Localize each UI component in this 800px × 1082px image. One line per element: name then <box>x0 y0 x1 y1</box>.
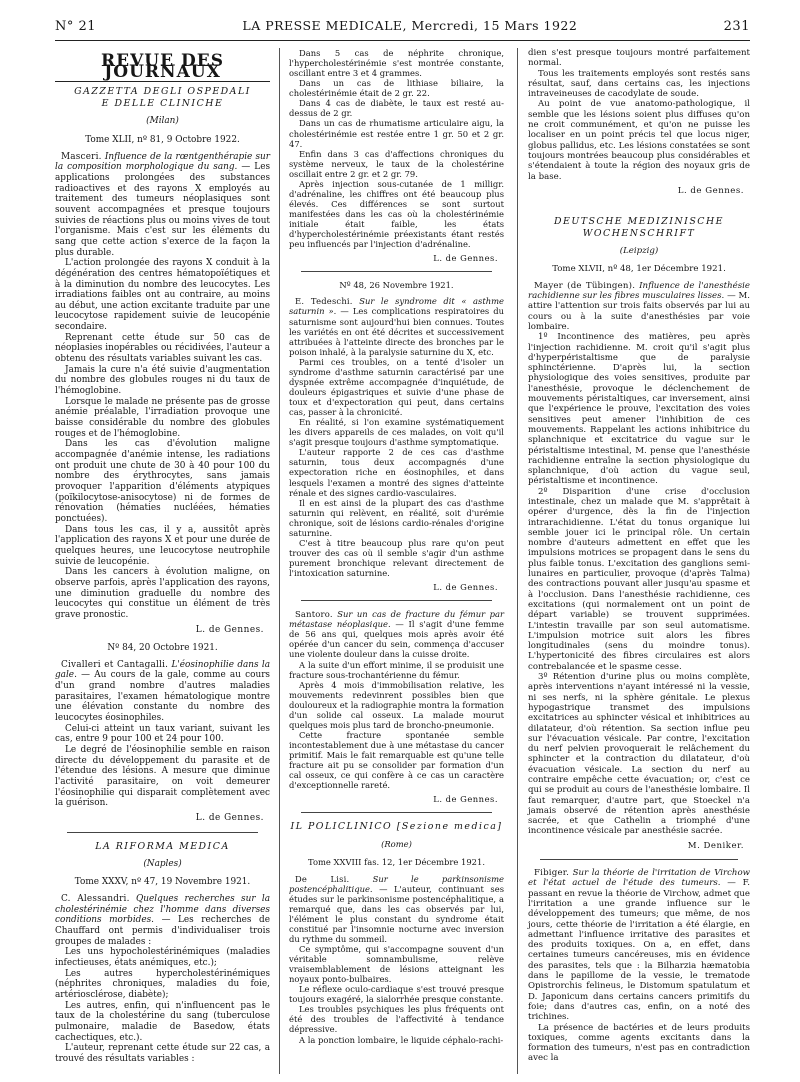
article-paragraph: Dans tous les cas, il y a, aussitôt après l'application des rayons X et pour une durée de quelques heures, une leucocytose neutrophile suivie de leucopénie. <box>55 524 270 567</box>
article-lead <box>55 894 270 947</box>
article-paragraph: Jamais la cure n'a été suivie d'augmentation du nombre des globules rouges ni du taux de l'hémoglobine. <box>55 364 270 397</box>
article-paragraph: 2º Disparition d'une crise d'occlusion intestinale, chez un malade que M. s'apprêtait à opérer d'urgence, dès la fin de l'injection intrarachidienne. L'état du tonus organique lui semble jouer ici le principal rôle. Un certain nombre d'auteurs admettent en effet que les impulsions motrices se propagent dans le sens du plus faible tonus. L'excitation des ganglions semi-lunaires en particulier, provoque (d'après Talma) des contractions pouvant aller jusqu'au spasme et à l'occlusion. Dans l'anesthésie rachidienne, ces excitations (qui normalement ont un point de départ variable) se trouvent supprimées. L'intestin travaille par son seul automatisme. L'impulsion motrice suit alors les fibres longitudinales (sens du moindre tonus). L'hypertonicité des fibres circulaires est alors contrebalancée et le spasme cesse. <box>528 486 750 672</box>
article-paragraph: Dans 5 cas de néphrite chronique, l'hypercholestérinémie s'est montrée constante, oscillant entre 3 et 4 grammes. <box>289 48 504 79</box>
column-2 <box>289 48 504 1049</box>
article-paragraph: A la ponction lombaire, le liquide céphalo-rachi- <box>299 1034 504 1045</box>
article-paragraph: L'auteur rapporte 2 de ces cas d'asthme saturnin, tous deux accompagnés d'une expectoration riche en éosinophiles, et dans lesquels l'examen a montré des signes d'atteinte rénale et des signes cardio-vasculaires. <box>289 447 504 498</box>
article-paragraph: Les troubles psychiques les plus fréquents ont été des troubles de l'affectivité à tendance dépressive. <box>289 1004 504 1035</box>
article-title: Sur le syndrome dit « asthme saturnin ». <box>289 296 504 317</box>
article-lead <box>55 152 270 259</box>
issue-line: Nº 84, 20 Octobre 1921. <box>107 643 218 654</box>
article-lead <box>55 660 270 724</box>
article-signature: L. de Gennes. <box>195 813 264 823</box>
article-author: C. Alessandri. <box>61 893 130 904</box>
journal-name-line: WOCHENSCHRIFT <box>582 228 696 240</box>
article-signature: L. de Gennes. <box>433 794 498 805</box>
article-paragraph: Reprenant cette étude sur 50 cas de néoplasies inopérables ou récidivées, l'auteur a obtenu des résultats variables suivant les cas. <box>55 332 270 365</box>
article-paragraph: Les autres hypercholestérinémiques (néphrites chroniques, maladies du foie, artériosclérose, diabète); <box>55 968 270 1000</box>
article-text: — Au cours de la gale, comme au cours d'un grand nombre d'autres maladies parasitaires, l'examen hématologique montre une élévation constante du nombre des leucocytes éosinophiles. <box>55 670 270 724</box>
article-title: Sur la théorie de l'irritation de Virchow et l'état actuel de l'étude des tumeurs. <box>528 868 751 889</box>
article-paragraph: Celui-ci atteint un taux variant, suivant les cas, entre 9 pour 100 et 24 pour 100. <box>55 723 270 745</box>
article-paragraph: Tous les traitements employés sont restés sans résultat, sauf, dans certains cas, les injections intraveineuses de cacodylate de soude. <box>528 68 750 100</box>
journal-city: (Naples) <box>143 858 182 869</box>
article-paragraph: La présence de bactéries et de leurs produits toxiques, comme agents excitants dans la formation des tumeurs, n'est pas en contradiction avec la <box>528 1022 750 1064</box>
article-paragraph: Après injection sous-cutanée de 1 milligr. d'adrénaline, les chiffres ont été beaucoup plus élevés. Ces différences se sont surtout manifestées dans les cas où la cholestérinémie initiale était faible, les états d'hypercholestérinémie préexistants étant restés peu influencés par l'injection d'adrénaline. <box>289 178 504 250</box>
article <box>528 281 750 851</box>
article-lead <box>528 868 750 1022</box>
article-author: De Lisi. <box>295 873 350 884</box>
article-text: — F. passant en revue la théorie de Virchow, admet que l'irritation a une grande influence sur le développement des tumeurs; que même, de nos jours, cette théorie de l'irritation a été élargie, en admettant l'influence irritative des parasites et des produits toxiques. On a, en effet, dans certaines tumeurs cancéreuses, mis en évidence des parasites, tels que : la Bilharzia hæmatobia dans le papillome de la vessie, le trematode Opistrorchis felineus, le Distomum spatulatum et D. Japonicum dans certains cancers primitifs du foie; dans d'autres cas, enfin, on a noté des trichines. <box>528 878 751 1023</box>
journal-city: (Rome) <box>381 839 412 850</box>
article-paragraph: Dans les cas d'évolution maligne accompagnée d'anémie intense, les radiations ont produit une chute de 30 à 40 pour 100 du nombre des érythrocytes, sans jamais provoquer l'apparition d'éléments atypiques (poïkilocytose-anisocytose) ni de formes de rénovation (hématies nucléées, hématies ponctuées). <box>55 439 270 524</box>
column-divider <box>279 48 280 1074</box>
article-signature: L. de Gennes. <box>433 253 498 264</box>
article-author: Civalleri et Cantagalli. <box>61 659 169 670</box>
article-text: — Les complications respiratoires du saturnisme sont aujourd'hui bien connues. Toutes les variétés en ont été décrites et successivement attribuées à l'atteinte directe des bronches par le poison inhalé, à la paralysie saturnine du X, etc. <box>289 306 505 357</box>
article <box>289 296 504 592</box>
article <box>55 152 270 636</box>
article-title: Sur un cas de fracture du fémur par métastase néoplasique. <box>289 609 504 630</box>
article-text: — Il s'agit d'une femme de 56 ans qui, quelques mois après avoir été opérée d'un cancer du sein, commença d'accuser une violente douleur dans la cuisse droite. <box>289 619 505 660</box>
column-1 <box>55 48 270 1068</box>
article-paragraph: Enfin dans 3 cas d'affections chroniques du système nerveux, le taux de la cholestérine oscillait entre 2 gr. et 2 gr. 79. <box>289 148 504 179</box>
article-signature: L. de Gennes. <box>677 185 744 196</box>
article-paragraph: Les autres, enfin, qui n'influencent pas le taux de la cholestérine du sang (tuberculose pulmonaire, maladie de Basedow, états cachectiques, etc.). <box>55 1000 270 1043</box>
section-separator <box>67 832 258 833</box>
article-paragraph: Cette fracture spontanée semble incontestablement due à une métastase du cancer primitif. Mais le fait remarquable est qu'une telle fracture ait pu se consolider par formation d'un cal osseux, ce qui confère à ce cas un caractère d'exceptionnelle rareté. <box>289 729 504 791</box>
journal-city: (Milan) <box>146 116 179 127</box>
spacer <box>528 202 750 216</box>
article-paragraph: En réalité, si l'on examine systématiquement les divers appareils de ces malades, on voit qu'il s'agit presque toujours d'asthme symptomatique. <box>289 417 504 448</box>
article-text: — L'auteur, continuant ses études sur le parkinsonisme postencéphalitique, a remarqué que, dans les cas observés par lui, l'élément le plus constant du syndrome était constitué par l'insomnie nocturne avec inversion du rythme du sommeil. <box>289 883 504 944</box>
article-signature: M. Deniker. <box>687 840 744 851</box>
article-paragraph: Dans un cas de lithiase biliaire, la cholestérinémie était de 2 gr. 22. <box>289 78 504 99</box>
issue-line: Tome XLII, nº 81, 9 Octobre 1922. <box>85 134 240 145</box>
article-paragraph: Le degré de l'éosinophilie semble en raison directe du développement du parasite et de l'étendue des lésions. A mesure que diminue l'activité parasitaire, on voit demeurer l'éosinophilie qui disparait complètement avec la guérison. <box>55 745 270 809</box>
article-paragraph: 1º Incontinence des matières, peu après l'injection rachidienne. M. croit qu'il s'agit plus d'hyperpéristaltisme que de paralysie sphinctérienne. D'après lui, la section physiologique des voies sensitives, produite par l'anesthésie, provoque le déclenchement de mouvements péristaltiques, car inversement, ainsi que l'expérience le prouve, l'excitation des voies sensitives peut amener l'inhibition de ces mouvements. Rappelant les actions inhibitrice du splanchnique et excitatrice du vague sur le péristaltisme intestinal, M. pense que l'anesthésie rachidienne entraîne la section physiologique du splanchnique, d'où action du vague seul, péristaltisme et incontinence. <box>528 332 750 487</box>
article-paragraph: Ce symptôme, qui s'accompagne souvent d'un véritable somnambulisme, relève vraisemblablement de lésions atteignant les noyaux ponto-bulbaires. <box>289 943 504 985</box>
article-paragraph: Lorsque le malade ne présente pas de grosse anémie préalable, l'irradiation provoque une baisse considérable du nombre des globules rouges et de l'hémoglobine. <box>55 396 270 439</box>
article-continued <box>289 48 504 263</box>
journal-name <box>528 216 750 240</box>
section-title: REVUE DES JOURNAUX <box>55 56 270 82</box>
article-paragraph: A la suite d'un effort minime, il se produisit une fracture sous-trochantérienne du fémur. <box>289 659 504 680</box>
running-title: LA PRESSE MEDICALE, Mercredi, 15 Mars 1922 <box>242 18 578 33</box>
journal-name-line: E DELLE CLINICHE <box>101 98 224 110</box>
section-separator <box>540 859 738 860</box>
header-rule <box>55 40 750 41</box>
issue-line: Tome XXXV, nº 47, 19 Novembre 1921. <box>74 877 251 888</box>
article-text: — M. attire l'attention sur trois faits observés par lui au cours ou à la suite d'anesthésies par voie lombaire. <box>528 291 751 332</box>
article-title: L'éosinophilie dans la gale. <box>55 659 271 681</box>
journal-name-line: GAZZETTA DEGLI OSPEDALI <box>74 86 251 98</box>
article-paragraph: 3º Rétention d'urine plus ou moins complète, après interventions n'ayant intéressé ni la vessie, ni ses nerfs, ni la sphère génitale. Le plexus hypogastrique transmet des impulsions excitatrices au sphincter vésical et inhibitrices au dilatateur, d'où rétention. Sa section influe peu sur l'évacuation vésicale. Par contre, l'excitation du nerf pelvien provoquerait le relâchement du sphincter et la contraction du dilatateur, d'où évacuation vésicale. La section du nerf au contraire empêche cette évacuation; or, c'est ce qui se produit au cours de l'anesthésie lombaire. Il faut remarquer, d'autre part, que Stoeckel n'a jamais observé de rétention après anesthésie sacrée, et que Cathelin a triomphé d'une incontinence vésicale par anesthésie sacrée. <box>528 672 750 837</box>
column-divider <box>517 48 518 1074</box>
article-paragraph: Parmi ces troubles, on a tenté d'isoler un syndrome d'asthme saturnin caractérisé par une dyspnée extrême accompagnée d'inquiétude, de douleurs épigastriques et suivie d'une phase de toux et d'expectoration qui peut, dans certains cas, passer à la chronicité. <box>289 356 504 418</box>
issue-line: Tome XLVII, nº 48, 1er Décembre 1921. <box>552 264 726 275</box>
article-lead <box>528 281 750 332</box>
article-paragraph: Les uns hypocholestérinémiques (maladies infectieuses, états anémiques, etc.); <box>55 947 270 968</box>
article <box>289 874 504 1045</box>
article-paragraph: L'action prolongée des rayons X conduit à la dégénération des centres hématopoïétiques et à la diminution du nombre des leucocytes. Les irradiations faibles ont au contraire, au moins au début, une action excitante traduite par une leucocytose rapidement suivie de leucopénie secondaire. <box>55 258 270 333</box>
article-author: E. Tedeschi. <box>295 296 353 307</box>
article-author: Santoro. <box>295 609 333 620</box>
article-author: Masceri. <box>61 151 102 162</box>
article-paragraph: Dans un cas de rhumatisme articulaire aigu, la cholestérinémie est restée entre 1 gr. 50 et 2 gr. 47. <box>289 118 504 149</box>
article-title: Quelques recherches sur la cholestérinémie chez l'homme dans diverses conditions morbides. <box>55 893 271 926</box>
article-paragraph: Au point de vue anatomo-pathologique, il semble que les lésions soient plus diffuses qu'on ne croit communément, et qu'on ne puisse les localiser en un point précis tel que locus niger, globus pallidus, etc. Les lésions constatées se sont toujours montrées beaucoup plus considérables et s'étendaient à toute la région des noyaux gris de la base. <box>528 99 750 182</box>
article-title: Influence de la rœntgenthérapie sur la composition morphologique du sang. <box>55 151 270 173</box>
journal-name-line: DEUTSCHE MEDIZINISCHE <box>553 216 724 228</box>
article-lead <box>289 874 504 944</box>
article <box>55 894 270 1065</box>
journal-name <box>55 86 270 110</box>
article-paragraph: Il en est ainsi de la plupart des cas d'asthme saturnin qui relèvent, en réalité, soit d'urémie chronique, soit de lésions cardio-rénales d'origine saturnine. <box>289 497 504 538</box>
article-paragraph: Le réflexe oculo-cardiaque s'est trouvé presque toujours exagéré, la sialorrhée presque constante. <box>289 984 504 1005</box>
section-separator <box>301 812 492 813</box>
article-text: — Les recherches de Chauffard ont permis d'individualiser trois groupes de malades : <box>55 915 270 947</box>
journal-name: IL POLICLINICO [Sezione medica] <box>290 821 503 833</box>
article-paragraph: Dans les cancers à évolution maligne, on observe parfois, après l'application des rayons, une diminution graduelle du nombre des leucocytes qui constitue un élément de très grave pronostic. <box>55 567 270 620</box>
article-paragraph: dien s'est presque toujours montré parfaitement normal. <box>528 48 750 69</box>
article-text: — Les applications prolongées des substances radioactives et des rayons X employés au traitement des tumeurs néoplasiques sont souvent accompagnées et presque toujours suivies de réactions plus ou moins vives de tout l'organisme. Mais c'est sur les éléments du sang que cette action s'exerce de la façon la plus durable. <box>55 162 271 258</box>
article-lead <box>289 296 504 356</box>
article-paragraph: Après 4 mois d'immobilisation relative, les mouvements redevinrent possibles bien que douloureux et la radiographie montra la formation d'un solide cal osseux. La malade mourut quelques mois plus tard de broncho-pneumonie. <box>289 679 504 730</box>
article-author: Mayer (de Tübingen). <box>534 280 636 291</box>
article-lead <box>289 609 504 659</box>
article <box>528 868 750 1064</box>
page-number: 231 <box>723 19 750 34</box>
article-paragraph: Dans 4 cas de diabète, le taux est resté au-dessus de 2 gr. <box>289 98 504 119</box>
article-paragraph: L'auteur, reprenant cette étude sur 22 cas, a trouvé des résultats variables : <box>55 1043 270 1064</box>
article <box>55 660 270 824</box>
article <box>289 609 504 804</box>
article-title: Sur le parkinsonisme postencéphalitique. <box>289 873 504 894</box>
article-paragraph: C'est à titre beaucoup plus rare qu'on peut trouver des cas où il semble s'agir d'un asthme purement bronchique relevant directement de l'intoxication saturnine. <box>289 537 504 579</box>
issue-line: Nº 48, 26 Novembre 1921. <box>339 280 454 291</box>
journal-name: LA RIFORMA MEDICA <box>95 840 230 852</box>
issue-number: N° 21 <box>55 19 97 34</box>
article-author: Fibiger. <box>534 868 570 879</box>
page-header <box>55 18 750 36</box>
journal-city: (Leipzig) <box>619 246 659 257</box>
article-continued <box>528 48 750 196</box>
issue-line: Tome XXVIII fas. 12, 1er Décembre 1921. <box>308 857 485 868</box>
article-title: Influence de l'anesthésie rachidienne sur les fibres musculaires lisses. <box>528 280 750 302</box>
column-3 <box>528 48 750 1068</box>
section-separator <box>301 271 492 272</box>
section-separator <box>301 600 492 601</box>
article-signature: L. de Gennes. <box>195 624 264 635</box>
article-signature: L. de Gennes. <box>433 582 498 593</box>
